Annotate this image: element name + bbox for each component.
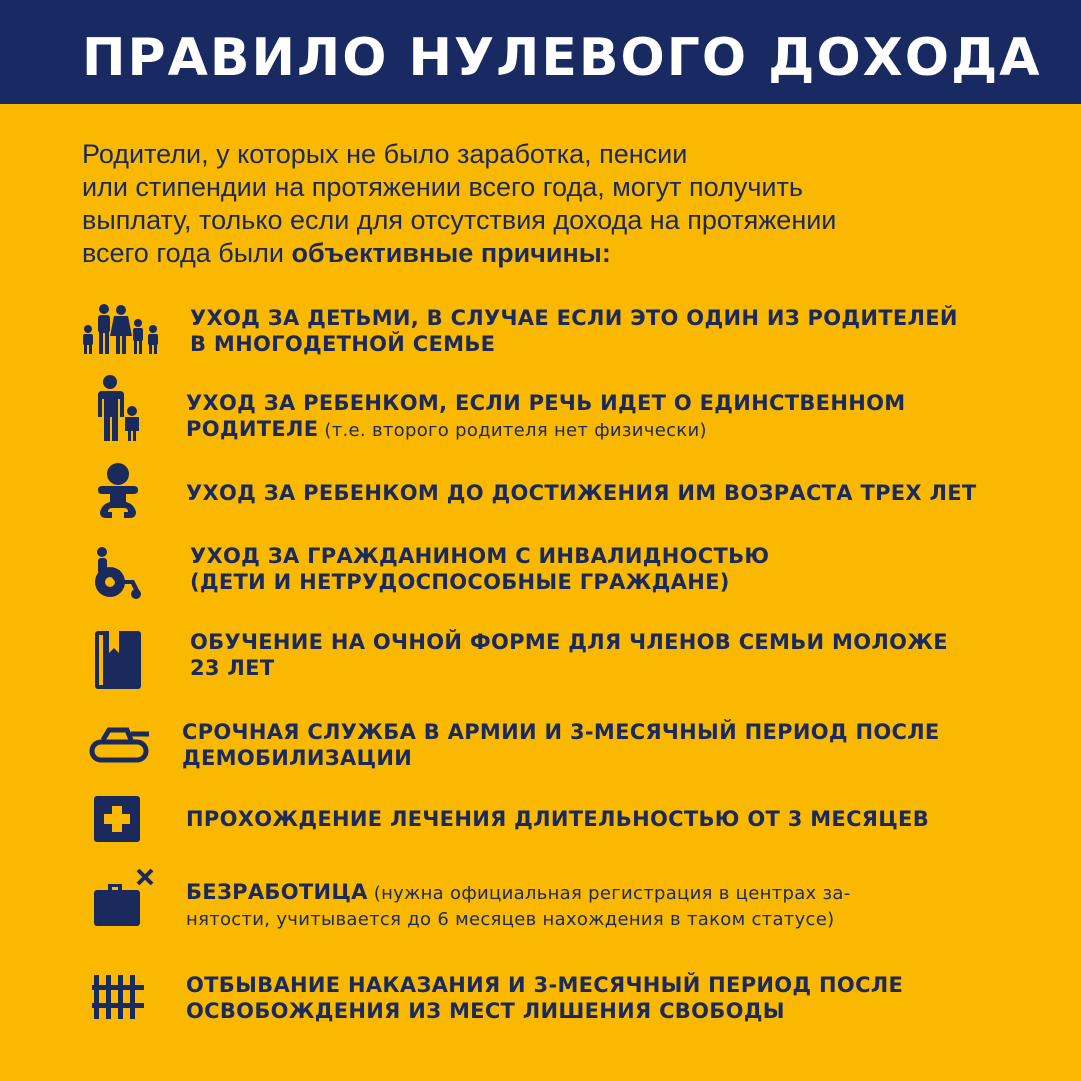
intro-line: выплату, только если для отсутствия дохода на протяжении xyxy=(82,205,837,235)
reason-item xyxy=(182,719,1002,771)
family-icon xyxy=(80,303,162,355)
reason-line: 23 ЛЕТ xyxy=(190,656,275,680)
intro-line-bold: объективные причины: xyxy=(291,238,611,268)
reason-item xyxy=(186,390,1006,444)
reason-item xyxy=(186,806,1006,832)
intro-line xyxy=(82,237,1042,270)
intro-paragraph xyxy=(82,138,1042,270)
book-icon xyxy=(95,631,141,689)
reason-item xyxy=(190,305,1010,357)
reason-line: (ДЕТИ И НЕТРУДОСПОСОБНЫЕ ГРАЖДАНЕ) xyxy=(190,570,730,594)
header-bar xyxy=(0,0,1081,104)
reason-line: УХОД ЗА РЕБЕНКОМ ДО ДОСТИЖЕНИЯ ИМ ВОЗРАСТА ТРЕХ ЛЕТ xyxy=(186,481,977,505)
reason-line: ОСВОБОЖДЕНИЯ ИЗ МЕСТ ЛИШЕНИЯ СВОБОДЫ xyxy=(186,999,785,1023)
reason-item xyxy=(186,972,1006,1024)
intro-line-regular: всего года были xyxy=(82,238,292,268)
reason-item xyxy=(190,629,1010,681)
reason-item xyxy=(190,543,1010,595)
reason-item xyxy=(186,480,1006,506)
parent-child-icon xyxy=(94,375,142,441)
reason-note: (т.е. второго родителя нет физически) xyxy=(318,420,707,441)
intro-line: или стипендии на протяжении всего года, могут получить xyxy=(82,172,803,202)
baby-icon xyxy=(94,462,142,522)
reason-line-bold: РОДИТЕЛЕ xyxy=(186,417,319,441)
reason-note: нятости, учитывается до 6 месяцев нахождения в таком статусе) xyxy=(186,909,835,930)
reason-line: УХОД ЗА ДЕТЬМИ, В СЛУЧАЕ ЕСЛИ ЭТО ОДИН ИЗ РОДИТЕЛЕЙ xyxy=(190,306,958,330)
wheelchair-icon xyxy=(92,546,144,600)
briefcase-x-icon xyxy=(92,866,160,928)
reason-line: ОБУЧЕНИЕ НА ОЧНОЙ ФОРМЕ ДЛЯ ЧЛЕНОВ СЕМЬИ МОЛОЖЕ xyxy=(190,630,948,654)
reason-line: СРОЧНАЯ СЛУЖБА В АРМИИ И 3-МЕСЯЧНЫЙ ПЕРИОД ПОСЛЕ xyxy=(182,720,940,744)
reason-line: УХОД ЗА ГРАЖДАНИНОМ С ИНВАЛИДНОСТЬЮ xyxy=(190,544,770,568)
intro-line: Родители, у которых не было заработка, пенсии xyxy=(82,139,688,169)
reason-line xyxy=(186,416,1006,444)
reason-line: ПРОХОЖДЕНИЕ ЛЕЧЕНИЯ ДЛИТЕЛЬНОСТЬЮ ОТ 3 МЕСЯЦЕВ xyxy=(186,807,929,831)
reason-line xyxy=(186,879,1006,907)
reason-line: УХОД ЗА РЕБЕНКОМ, ЕСЛИ РЕЧЬ ИДЕТ О ЕДИНСТВЕННОМ xyxy=(186,391,906,415)
medical-cross-icon xyxy=(94,796,140,842)
tank-icon xyxy=(89,724,151,764)
reason-item xyxy=(186,879,1006,933)
reason-line: ДЕМОБИЛИЗАЦИИ xyxy=(182,746,413,770)
page-title: ПРАВИЛО НУЛЕВОГО ДОХОДА xyxy=(82,28,1042,88)
reason-line-bold: БЕЗРАБОТИЦА xyxy=(186,880,368,904)
reason-line: ОТБЫВАНИЕ НАКАЗАНИЯ И 3-МЕСЯЧНЫЙ ПЕРИОД ПОСЛЕ xyxy=(186,973,904,997)
reason-line: В МНОГОДЕТНОЙ СЕМЬЕ xyxy=(190,332,496,356)
prison-bars-icon xyxy=(92,975,144,1019)
reason-note: (нужна официальная регистрация в центрах за- xyxy=(367,883,851,904)
